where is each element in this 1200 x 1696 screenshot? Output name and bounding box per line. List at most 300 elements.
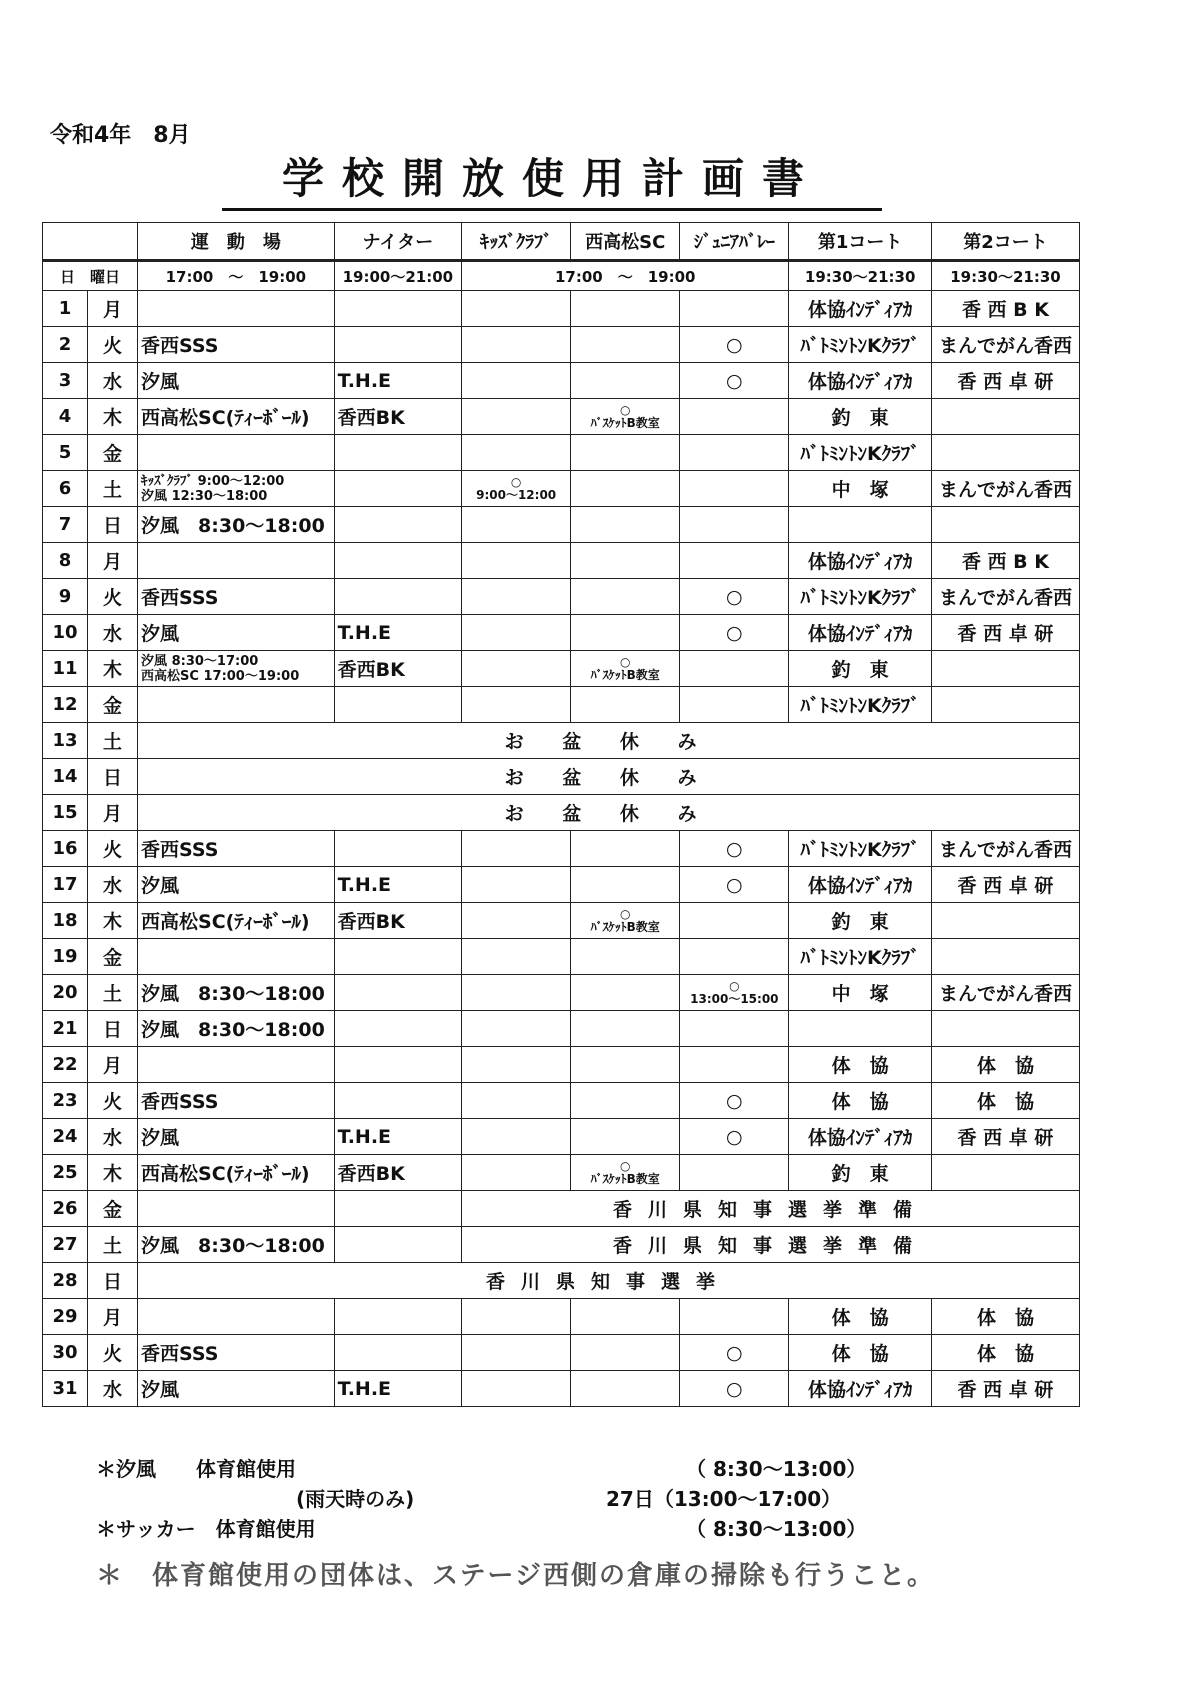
sc-label: ﾊﾞｽｹｯﾄB教室 [590, 1171, 660, 1186]
day-number: 1 [43, 291, 88, 326]
kids-club-cell [462, 1119, 571, 1155]
volley-cell [680, 291, 789, 327]
day-number: 12 [43, 687, 88, 722]
kids-club-cell [462, 903, 571, 939]
day-cell [43, 399, 138, 435]
nighter-cell [334, 1191, 461, 1227]
weekday: 火 [103, 839, 123, 861]
day-cell [43, 1155, 138, 1191]
note-cleaning: ＊ 体育館使用の団体は、ステージ西側の倉庫の掃除も行うこと。 [96, 1561, 935, 1591]
court2-cell: まんでがん香西 [931, 579, 1079, 615]
column-header-court-1: 第1コート [789, 223, 932, 261]
nighter-cell [334, 471, 461, 507]
sc-cell [571, 507, 680, 543]
volley-cell: ○ [680, 867, 789, 903]
court1-cell: 体協ｲﾝﾃﾞｨｱｶ [789, 1119, 932, 1155]
nighter-cell [334, 579, 461, 615]
field-cell: 汐風 8:30～18:00 [138, 975, 335, 1011]
weekday: 金 [103, 1199, 123, 1221]
court2-cell: 香 西 卓 研 [931, 615, 1079, 651]
court1-cell: 釣 東 [789, 1155, 932, 1191]
field-cell [138, 939, 335, 975]
court1-cell: 体協ｲﾝﾃﾞｨｱｶ [789, 867, 932, 903]
court1-cell: 釣 東 [789, 651, 932, 687]
table-row [43, 363, 1080, 399]
nighter-cell: T.H.E [334, 615, 461, 651]
day-cell [43, 903, 138, 939]
note-shiokaze-time: （ 8:30～13:00） [686, 1457, 867, 1481]
kids-club-cell [462, 867, 571, 903]
nighter-cell [334, 975, 461, 1011]
court1-cell: 体 協 [789, 1299, 932, 1335]
sc-cell [571, 1335, 680, 1371]
field-cell: 汐風 8:30～18:00 [138, 1011, 335, 1047]
volley-cell [680, 471, 789, 507]
weekday: 金 [103, 695, 123, 717]
volley-time: 13:00～15:00 [690, 991, 779, 1006]
table-row [43, 687, 1080, 723]
weekday: 水 [103, 875, 123, 897]
field-cell: 西高松SC(ﾃｨｰﾎﾞｰﾙ) [138, 1155, 335, 1191]
nighter-cell [334, 291, 461, 327]
field-cell: 汐風 [138, 615, 335, 651]
day-number: 17 [43, 867, 88, 902]
field-cell: 香西SSS [138, 1083, 335, 1119]
column-header-field: 運 動 場 [138, 223, 335, 261]
court1-cell: ﾊﾞﾄﾐﾝﾄﾝKｸﾗﾌﾞ [789, 435, 932, 471]
day-number: 21 [43, 1011, 88, 1046]
table-row [43, 1011, 1080, 1047]
sc-cell [571, 1299, 680, 1335]
nighter-cell [334, 1011, 461, 1047]
day-cell [43, 1047, 138, 1083]
notes [96, 1453, 976, 1543]
table-row [43, 291, 1080, 327]
day-cell [43, 687, 138, 723]
table-row [43, 795, 1080, 831]
court2-cell [931, 1155, 1079, 1191]
nighter-cell [334, 1047, 461, 1083]
subheader-day: 日 [60, 267, 76, 286]
field-cell: 西高松SC(ﾃｨｰﾎﾞｰﾙ) [138, 399, 335, 435]
day-cell [43, 795, 138, 831]
sc-cell [571, 651, 680, 687]
court2-cell [931, 507, 1079, 543]
kids-club-cell [462, 579, 571, 615]
weekday: 日 [103, 1271, 123, 1293]
volley-cell: ○ [680, 1335, 789, 1371]
court1-cell: 体協ｲﾝﾃﾞｨｱｶ [789, 543, 932, 579]
sc-cell [571, 399, 680, 435]
sc-label: ﾊﾞｽｹｯﾄB教室 [590, 667, 660, 682]
kids-club-cell [462, 687, 571, 723]
volley-cell [680, 651, 789, 687]
day-cell [43, 1191, 138, 1227]
court2-cell: 体 協 [931, 1299, 1079, 1335]
sc-cell [571, 1119, 680, 1155]
day-cell [43, 1299, 138, 1335]
day-cell [43, 1335, 138, 1371]
day-number: 4 [43, 399, 88, 434]
field-line-1: 汐風 8:30～17:00 [141, 653, 259, 669]
field-line-2: 汐風 12:30～18:00 [141, 488, 268, 504]
day-number: 27 [43, 1227, 88, 1262]
kids-club-cell [462, 363, 571, 399]
sc-label: ﾊﾞｽｹｯﾄB教室 [590, 919, 660, 934]
sc-cell [571, 435, 680, 471]
day-cell [43, 1119, 138, 1155]
day-number: 11 [43, 651, 88, 686]
day-number: 20 [43, 975, 88, 1010]
schedule-table [42, 222, 1080, 1407]
court2-cell: 香 西 B K [931, 543, 1079, 579]
court1-cell: 体協ｲﾝﾃﾞｨｱｶ [789, 615, 932, 651]
circle-mark-icon: ○ [619, 402, 631, 417]
day-number: 15 [43, 795, 88, 830]
table-row [43, 1371, 1080, 1407]
court1-cell: 釣 東 [789, 399, 932, 435]
field-cell: 香西SSS [138, 579, 335, 615]
sc-cell [571, 363, 680, 399]
field-cell: 汐風 [138, 867, 335, 903]
volley-cell: ○ [680, 1119, 789, 1155]
sc-cell [571, 975, 680, 1011]
column-header-nishitakamatsu-sc: 西高松SC [571, 223, 680, 261]
note-rain-only: (雨天時のみ) [296, 1487, 415, 1511]
weekday: 火 [103, 1343, 123, 1365]
court1-cell: ﾊﾞﾄﾐﾝﾄﾝKｸﾗﾌﾞ [789, 939, 932, 975]
nighter-cell: T.H.E [334, 1119, 461, 1155]
field-cell: 香西SSS [138, 1335, 335, 1371]
day-number: 7 [43, 507, 88, 542]
field-cell [138, 291, 335, 327]
court1-cell: ﾊﾞﾄﾐﾝﾄﾝKｸﾗﾌﾞ [789, 687, 932, 723]
document-date: 令和4年 8月 [50, 123, 191, 148]
court1-cell: 釣 東 [789, 903, 932, 939]
table-row [43, 723, 1080, 759]
nighter-cell [334, 435, 461, 471]
span-notice: お 盆 休 み [138, 723, 1080, 759]
day-number: 18 [43, 903, 88, 938]
kids-club-cell [462, 1299, 571, 1335]
court2-cell [931, 939, 1079, 975]
weekday: 金 [103, 443, 123, 465]
field-cell: 汐風 [138, 363, 335, 399]
kids-club-cell [462, 507, 571, 543]
field-cell [138, 1047, 335, 1083]
field-cell: 汐風 [138, 1119, 335, 1155]
court2-cell: まんでがん香西 [931, 975, 1079, 1011]
nighter-cell: T.H.E [334, 363, 461, 399]
weekday: 日 [103, 767, 123, 789]
court2-cell [931, 399, 1079, 435]
table-row [43, 1299, 1080, 1335]
sc-cell [571, 579, 680, 615]
nighter-cell: T.H.E [334, 1371, 461, 1407]
day-cell [43, 615, 138, 651]
weekday: 土 [103, 1235, 123, 1257]
field-line-2: 西高松SC 17:00～19:00 [141, 668, 300, 684]
sc-cell [571, 1083, 680, 1119]
nighter-cell [334, 327, 461, 363]
table-row [43, 1227, 1080, 1263]
sc-cell [571, 687, 680, 723]
day-cell [43, 435, 138, 471]
day-number: 22 [43, 1047, 88, 1082]
day-cell [43, 759, 138, 795]
table-row [43, 975, 1080, 1011]
volley-cell [680, 1047, 789, 1083]
day-number: 25 [43, 1155, 88, 1190]
kids-club-cell [462, 1083, 571, 1119]
weekday: 水 [103, 1127, 123, 1149]
kids-club-cell [462, 435, 571, 471]
nighter-cell [334, 507, 461, 543]
table-row [43, 939, 1080, 975]
table-row [43, 615, 1080, 651]
circle-mark-icon: ○ [619, 906, 631, 921]
court2-cell [931, 1011, 1079, 1047]
court2-cell: まんでがん香西 [931, 471, 1079, 507]
day-cell [43, 1083, 138, 1119]
kids-club-cell [462, 543, 571, 579]
day-number: 31 [43, 1371, 88, 1406]
court2-cell [931, 687, 1079, 723]
day-cell [43, 939, 138, 975]
field-cell [138, 435, 335, 471]
day-cell [43, 507, 138, 543]
weekday: 水 [103, 623, 123, 645]
table-row [43, 1047, 1080, 1083]
day-cell [43, 723, 138, 759]
kids-club-cell [462, 1011, 571, 1047]
day-number: 28 [43, 1263, 88, 1298]
day-number: 3 [43, 363, 88, 398]
weekday: 土 [103, 983, 123, 1005]
court2-cell: まんでがん香西 [931, 327, 1079, 363]
circle-mark-icon: ○ [510, 474, 522, 489]
day-number: 23 [43, 1083, 88, 1118]
nighter-cell [334, 939, 461, 975]
kids-club-cell [462, 615, 571, 651]
column-header-kids-club: ｷｯｽﾞｸﾗﾌﾞ [462, 223, 571, 261]
subheader-field-time: 17:00 ～ 19:00 [138, 261, 335, 291]
court1-cell: 体 協 [789, 1335, 932, 1371]
weekday: 金 [103, 947, 123, 969]
sc-cell [571, 291, 680, 327]
weekday: 木 [103, 911, 123, 933]
table-row [43, 831, 1080, 867]
kids-time: 9:00～12:00 [476, 487, 557, 502]
kids-club-cell [462, 1047, 571, 1083]
table-row [43, 543, 1080, 579]
field-cell: 汐風 8:30～18:00 [138, 1227, 335, 1263]
day-cell [43, 363, 138, 399]
table-row [43, 507, 1080, 543]
court2-cell: まんでがん香西 [931, 831, 1079, 867]
volley-cell [680, 435, 789, 471]
field-cell [138, 687, 335, 723]
day-cell [43, 1263, 138, 1299]
field-line-1: ｷｯｽﾞｸﾗﾌﾞ 9:00～12:00 [141, 473, 285, 489]
court2-cell: 香 西 卓 研 [931, 867, 1079, 903]
kids-club-cell [462, 291, 571, 327]
table-row [43, 471, 1080, 507]
kids-club-cell [462, 1371, 571, 1407]
court2-cell [931, 435, 1079, 471]
day-cell [43, 867, 138, 903]
subheader-court1-time: 19:30～21:30 [789, 261, 932, 291]
day-cell [43, 975, 138, 1011]
nighter-cell [334, 831, 461, 867]
day-number: 19 [43, 939, 88, 974]
sc-cell [571, 471, 680, 507]
weekday: 水 [103, 371, 123, 393]
table-row [43, 1263, 1080, 1299]
court2-cell [931, 903, 1079, 939]
weekday: 月 [103, 803, 123, 825]
kids-club-cell [462, 975, 571, 1011]
field-cell [138, 471, 335, 507]
volley-cell [680, 687, 789, 723]
nighter-cell [334, 1335, 461, 1371]
day-cell [43, 471, 138, 507]
court2-cell: 体 協 [931, 1083, 1079, 1119]
court2-cell: 香 西 卓 研 [931, 1119, 1079, 1155]
weekday: 火 [103, 587, 123, 609]
volley-cell [680, 939, 789, 975]
weekday: 火 [103, 335, 123, 357]
table-row [43, 1083, 1080, 1119]
weekday: 水 [103, 1379, 123, 1401]
day-cell [43, 651, 138, 687]
subheader-day-weekday [43, 261, 138, 291]
table-row [43, 579, 1080, 615]
volley-cell [680, 543, 789, 579]
sc-cell [571, 867, 680, 903]
table-row [43, 327, 1080, 363]
kids-club-cell [462, 831, 571, 867]
sc-cell [571, 1155, 680, 1191]
kids-club-cell [462, 1155, 571, 1191]
note-shiokaze: ＊汐風 体育館使用 [96, 1457, 296, 1481]
subheader-weekday: 曜日 [90, 267, 121, 286]
volley-cell: ○ [680, 831, 789, 867]
day-number: 30 [43, 1335, 88, 1370]
table-row [43, 651, 1080, 687]
day-number: 16 [43, 831, 88, 866]
field-cell [138, 1191, 335, 1227]
court1-cell: 体協ｲﾝﾃﾞｨｱｶ [789, 291, 932, 327]
field-cell: 西高松SC(ﾃｨｰﾎﾞｰﾙ) [138, 903, 335, 939]
circle-mark-icon: ○ [619, 654, 631, 669]
circle-mark-icon: ○ [729, 978, 740, 993]
weekday: 月 [103, 299, 123, 321]
kids-club-cell [462, 939, 571, 975]
kids-club-cell [462, 651, 571, 687]
kids-club-cell [462, 1335, 571, 1371]
court2-cell: 体 協 [931, 1047, 1079, 1083]
day-number: 14 [43, 759, 88, 794]
span-notice: お 盆 休 み [138, 795, 1080, 831]
table-row [43, 759, 1080, 795]
volley-cell: ○ [680, 1083, 789, 1119]
kids-club-cell [462, 399, 571, 435]
weekday: 月 [103, 1307, 123, 1329]
court1-cell: 体 協 [789, 1047, 932, 1083]
court2-cell: 体 協 [931, 1335, 1079, 1371]
court1-cell: 体 協 [789, 1083, 932, 1119]
volley-cell: ○ [680, 579, 789, 615]
day-cell [43, 291, 138, 327]
court1-cell: 中 塚 [789, 471, 932, 507]
table-row [43, 1191, 1080, 1227]
table-row [43, 1119, 1080, 1155]
volley-cell [680, 399, 789, 435]
court2-cell [931, 651, 1079, 687]
day-number: 13 [43, 723, 88, 758]
day-cell [43, 1227, 138, 1263]
court1-cell [789, 1011, 932, 1047]
day-number: 10 [43, 615, 88, 650]
day-cell [43, 327, 138, 363]
nighter-cell [334, 1227, 461, 1263]
court1-cell: 体協ｲﾝﾃﾞｨｱｶ [789, 1371, 932, 1407]
field-cell: 香西SSS [138, 831, 335, 867]
column-header-corner [43, 223, 138, 261]
day-number: 2 [43, 327, 88, 362]
court1-cell: ﾊﾞﾄﾐﾝﾄﾝKｸﾗﾌﾞ [789, 579, 932, 615]
sc-cell [571, 939, 680, 975]
weekday: 木 [103, 659, 123, 681]
weekday: 木 [103, 407, 123, 429]
day-number: 8 [43, 543, 88, 578]
sc-cell [571, 903, 680, 939]
day-cell [43, 1371, 138, 1407]
court1-cell: ﾊﾞﾄﾐﾝﾄﾝKｸﾗﾌﾞ [789, 327, 932, 363]
weekday: 月 [103, 1055, 123, 1077]
circle-mark-icon: ○ [619, 1158, 631, 1173]
day-cell [43, 1011, 138, 1047]
sc-cell [571, 831, 680, 867]
weekday: 日 [103, 1019, 123, 1041]
day-number: 29 [43, 1299, 88, 1334]
volley-cell [680, 1299, 789, 1335]
nighter-cell: T.H.E [334, 867, 461, 903]
nighter-cell [334, 543, 461, 579]
note-soccer: ＊サッカー 体育館使用 [96, 1517, 316, 1541]
span-notice: 香川県知事選挙準備 [462, 1191, 1080, 1227]
weekday: 日 [103, 515, 123, 537]
field-cell: 香西SSS [138, 327, 335, 363]
nighter-cell: 香西BK [334, 903, 461, 939]
day-number: 5 [43, 435, 88, 470]
document-title: 学校開放使用計画書 [222, 146, 882, 211]
day-cell [43, 579, 138, 615]
subheader-nighter-time: 19:00～21:00 [334, 261, 461, 291]
field-cell [138, 543, 335, 579]
volley-cell: ○ [680, 363, 789, 399]
weekday: 木 [103, 1163, 123, 1185]
weekday: 火 [103, 1091, 123, 1113]
subheader-mid-time: 17:00 ～ 19:00 [462, 261, 789, 291]
column-header-junior-volley: ｼﾞｭﾆｱﾊﾞﾚｰ [680, 223, 789, 261]
table-row [43, 399, 1080, 435]
sc-label: ﾊﾞｽｹｯﾄB教室 [590, 415, 660, 430]
note-27th-time: 27日（13:00～17:00） [606, 1487, 842, 1511]
table-row [43, 1335, 1080, 1371]
day-number: 9 [43, 579, 88, 614]
